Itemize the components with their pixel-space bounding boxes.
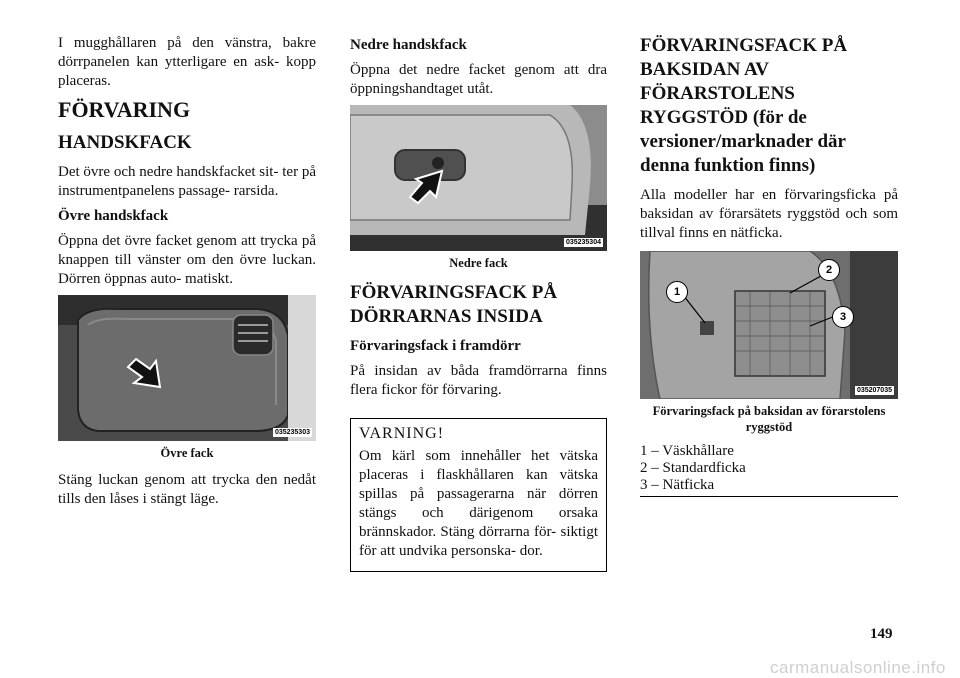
lower-glovebox-photo <box>350 105 607 251</box>
seatback-text: Alla modeller har en förvaringsficka på baksidan av förarsätets ryggstöd och som tillval finns en nätficka. <box>640 187 898 241</box>
warning-title: VARNING! <box>359 425 445 442</box>
handskfack-text: Det övre och nedre handskfacket sit- ter på instrumentpanelens passage- rarsida. <box>58 164 316 199</box>
front-door-text: På insidan av båda framdörrarna finns flera fickor för förvaring. <box>350 363 607 398</box>
callout-2: 2 <box>818 259 840 281</box>
legend-item-3: 3 – Nätficka <box>640 477 715 493</box>
upper-photo-caption: Övre fack <box>160 446 214 460</box>
intro-text: I mugghållaren på den vänstra, bakre dörrpanelen kan ytterligare en ask- kopp placeras. <box>58 35 316 89</box>
page-number: 149 <box>870 626 893 642</box>
lower-photo-code: 035235304 <box>565 239 601 246</box>
lower-photo-caption: Nedre fack <box>449 256 508 270</box>
upper-glovebox-photo <box>58 295 316 441</box>
warning-text: Om kärl som innehåller het vätska placeras i flaskhållaren kan vätska spillas på passagerarna när dörren stängs och därigenom orsaka brännskador. Stäng dörrarna för- siktigt för att undvika personska- dor. <box>359 448 598 559</box>
upper-glovebox-illustration <box>58 295 316 441</box>
upper-photo-code: 035235303 <box>274 429 310 436</box>
legend-rule <box>640 496 898 497</box>
callout-1: 1 <box>666 281 688 303</box>
subheading-ovre: Övre handskfack <box>58 208 169 224</box>
seatback-photo <box>640 251 898 399</box>
warning-box <box>350 418 607 572</box>
column-3 <box>640 34 898 497</box>
heading-forvaring: FÖRVARING <box>58 97 191 122</box>
subheading-nedre: Nedre handskfack <box>350 37 467 53</box>
callout-3: 3 <box>832 306 854 328</box>
seatback-photo-caption: Förvaringsfack på baksidan av förarstolens ryggstöd <box>652 404 886 434</box>
column-1 <box>58 34 316 515</box>
subheading-front-door: Förvaringsfack i framdörr <box>350 338 521 354</box>
close-text: Stäng luckan genom att trycka den nedåt tills den låses i stängt läge. <box>58 472 316 507</box>
seatback-photo-code: 035207035 <box>856 387 892 394</box>
lower-glovebox-illustration <box>350 105 607 251</box>
heading-handskfack: HANDSKFACK <box>58 132 192 153</box>
ovre-text: Öppna det övre facket genom att trycka på knappen till vänster om den övre luckan. Dörren öppnas auto- matiskt. <box>58 233 316 287</box>
column-2 <box>350 34 607 572</box>
heading-seatback-storage: FÖRVARINGSFACK PÅ BAKSIDAN AV FÖRARSTOLENS RYGGSTÖD (för de versioner/marknader där denna funktion finns) <box>640 35 848 176</box>
nedre-text: Öppna det nedre facket genom att dra öppningshandtaget utåt. <box>350 62 607 97</box>
heading-door-storage: FÖRVARINGSFACK PÅ DÖRRARNAS INSIDA <box>350 282 558 327</box>
legend-item-2: 2 – Standardficka <box>640 460 746 476</box>
legend-item-1: 1 – Väskhållare <box>640 443 734 459</box>
seatback-illustration <box>640 251 898 399</box>
watermark: carmanualsonline.info <box>770 658 946 677</box>
